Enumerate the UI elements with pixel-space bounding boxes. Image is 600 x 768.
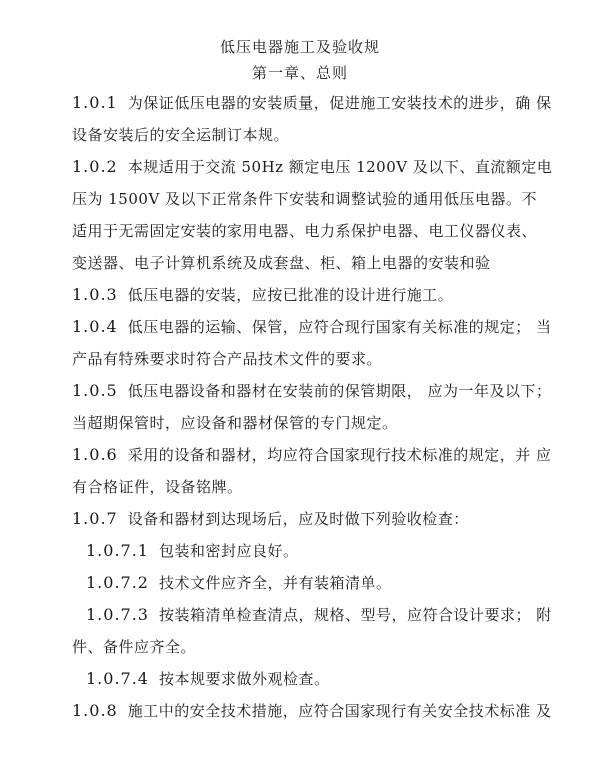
clause-text: 采用的设备和器材，均应符合国家现行技术标准的规定，并 应 — [127, 446, 552, 464]
clause-number: 1.0.8 — [72, 701, 118, 720]
clause-number: 1.0.4 — [72, 317, 118, 336]
clause-1-0-7-3-line-1 — [86, 604, 552, 625]
clause-text: 低压电器的运输、保管，应符合现行国家有关标准的规定； 当 — [127, 318, 552, 336]
clause-text: 低压电器的安装，应按已批准的设计进行施工。 — [127, 286, 454, 304]
clause-1-0-7-1-line-1 — [86, 540, 299, 561]
clause-text: 设备和器材到达现场后，应及时做下列验收检查： — [127, 510, 469, 528]
clause-1-0-2-line-2: 压为 1500V 及以下正常条件下安装和调整试验的通用低压电器。不 — [72, 190, 538, 208]
clause-number: 1.0.7.2 — [86, 573, 149, 592]
chapter-heading: 第一章、总则 — [251, 64, 348, 82]
clause-number: 1.0.1 — [72, 93, 118, 112]
clause-text: 为保证低压电器的安装质量，促进施工安装技术的进步，确 保 — [127, 94, 552, 112]
clause-1-0-4-line-2: 产品有特殊要求时符合产品技术文件的要求。 — [72, 350, 383, 368]
clause-1-0-7-3-line-2: 件、备件应齐全。 — [72, 638, 197, 656]
clause-1-0-5-line-2: 当超期保管时，应设备和器材保管的专门规定。 — [72, 414, 398, 432]
clause-1-0-3-line-1 — [72, 284, 453, 305]
clause-1-0-7-line-1 — [72, 508, 469, 529]
clause-1-0-2-line-1 — [72, 156, 552, 177]
clause-number: 1.0.3 — [72, 285, 118, 304]
clause-1-0-1-line-1 — [72, 92, 552, 113]
clause-number: 1.0.7.3 — [86, 605, 149, 624]
clause-number: 1.0.7 — [72, 509, 118, 528]
clause-1-0-5-line-1 — [72, 380, 552, 401]
clause-text: 按本规要求做外观检查。 — [158, 670, 330, 688]
document-title: 低压电器施工及验收规 — [219, 38, 380, 56]
clause-number: 1.0.5 — [72, 381, 118, 400]
clause-text: 按装箱清单检查清点，规格、型号，应符合设计要求； 附 — [158, 606, 552, 624]
clause-1-0-8-line-1 — [72, 700, 552, 721]
clause-1-0-7-4-line-1 — [86, 668, 330, 689]
clause-1-0-2-line-3: 适用于无需固定安装的家用电器、电力系保护电器、电工仪器仪表、 — [72, 222, 538, 240]
clause-number: 1.0.7.1 — [86, 541, 149, 560]
clause-text: 技术文件应齐全，并有装箱清单。 — [158, 574, 392, 592]
clause-text: 本规适用于交流 50Hz 额定电压 1200V 及以下、直流额定电 — [127, 158, 553, 176]
clause-text: 施工中的安全技术措施，应符合国家现行有关安全技术标准 及 — [127, 702, 552, 720]
clause-1-0-1-line-2: 设备安装后的安全运制订本规。 — [72, 126, 290, 144]
clause-text: 低压电器设备和器材在安装前的保管期限， 应为一年及以下； — [127, 382, 552, 400]
clause-number: 1.0.2 — [72, 157, 118, 176]
clause-1-0-6-line-1 — [72, 444, 552, 465]
clause-1-0-4-line-1 — [72, 316, 552, 337]
clause-number: 1.0.7.4 — [86, 669, 149, 688]
clause-number: 1.0.6 — [72, 445, 118, 464]
clause-1-0-6-line-2: 有合格证件，设备铭牌。 — [72, 478, 243, 496]
clause-1-0-2-line-4: 变送器、电子计算机系统及成套盘、柜、箱上电器的安装和验 — [72, 254, 491, 272]
clause-1-0-7-2-line-1 — [86, 572, 392, 593]
clause-text: 包装和密封应良好。 — [158, 542, 299, 560]
